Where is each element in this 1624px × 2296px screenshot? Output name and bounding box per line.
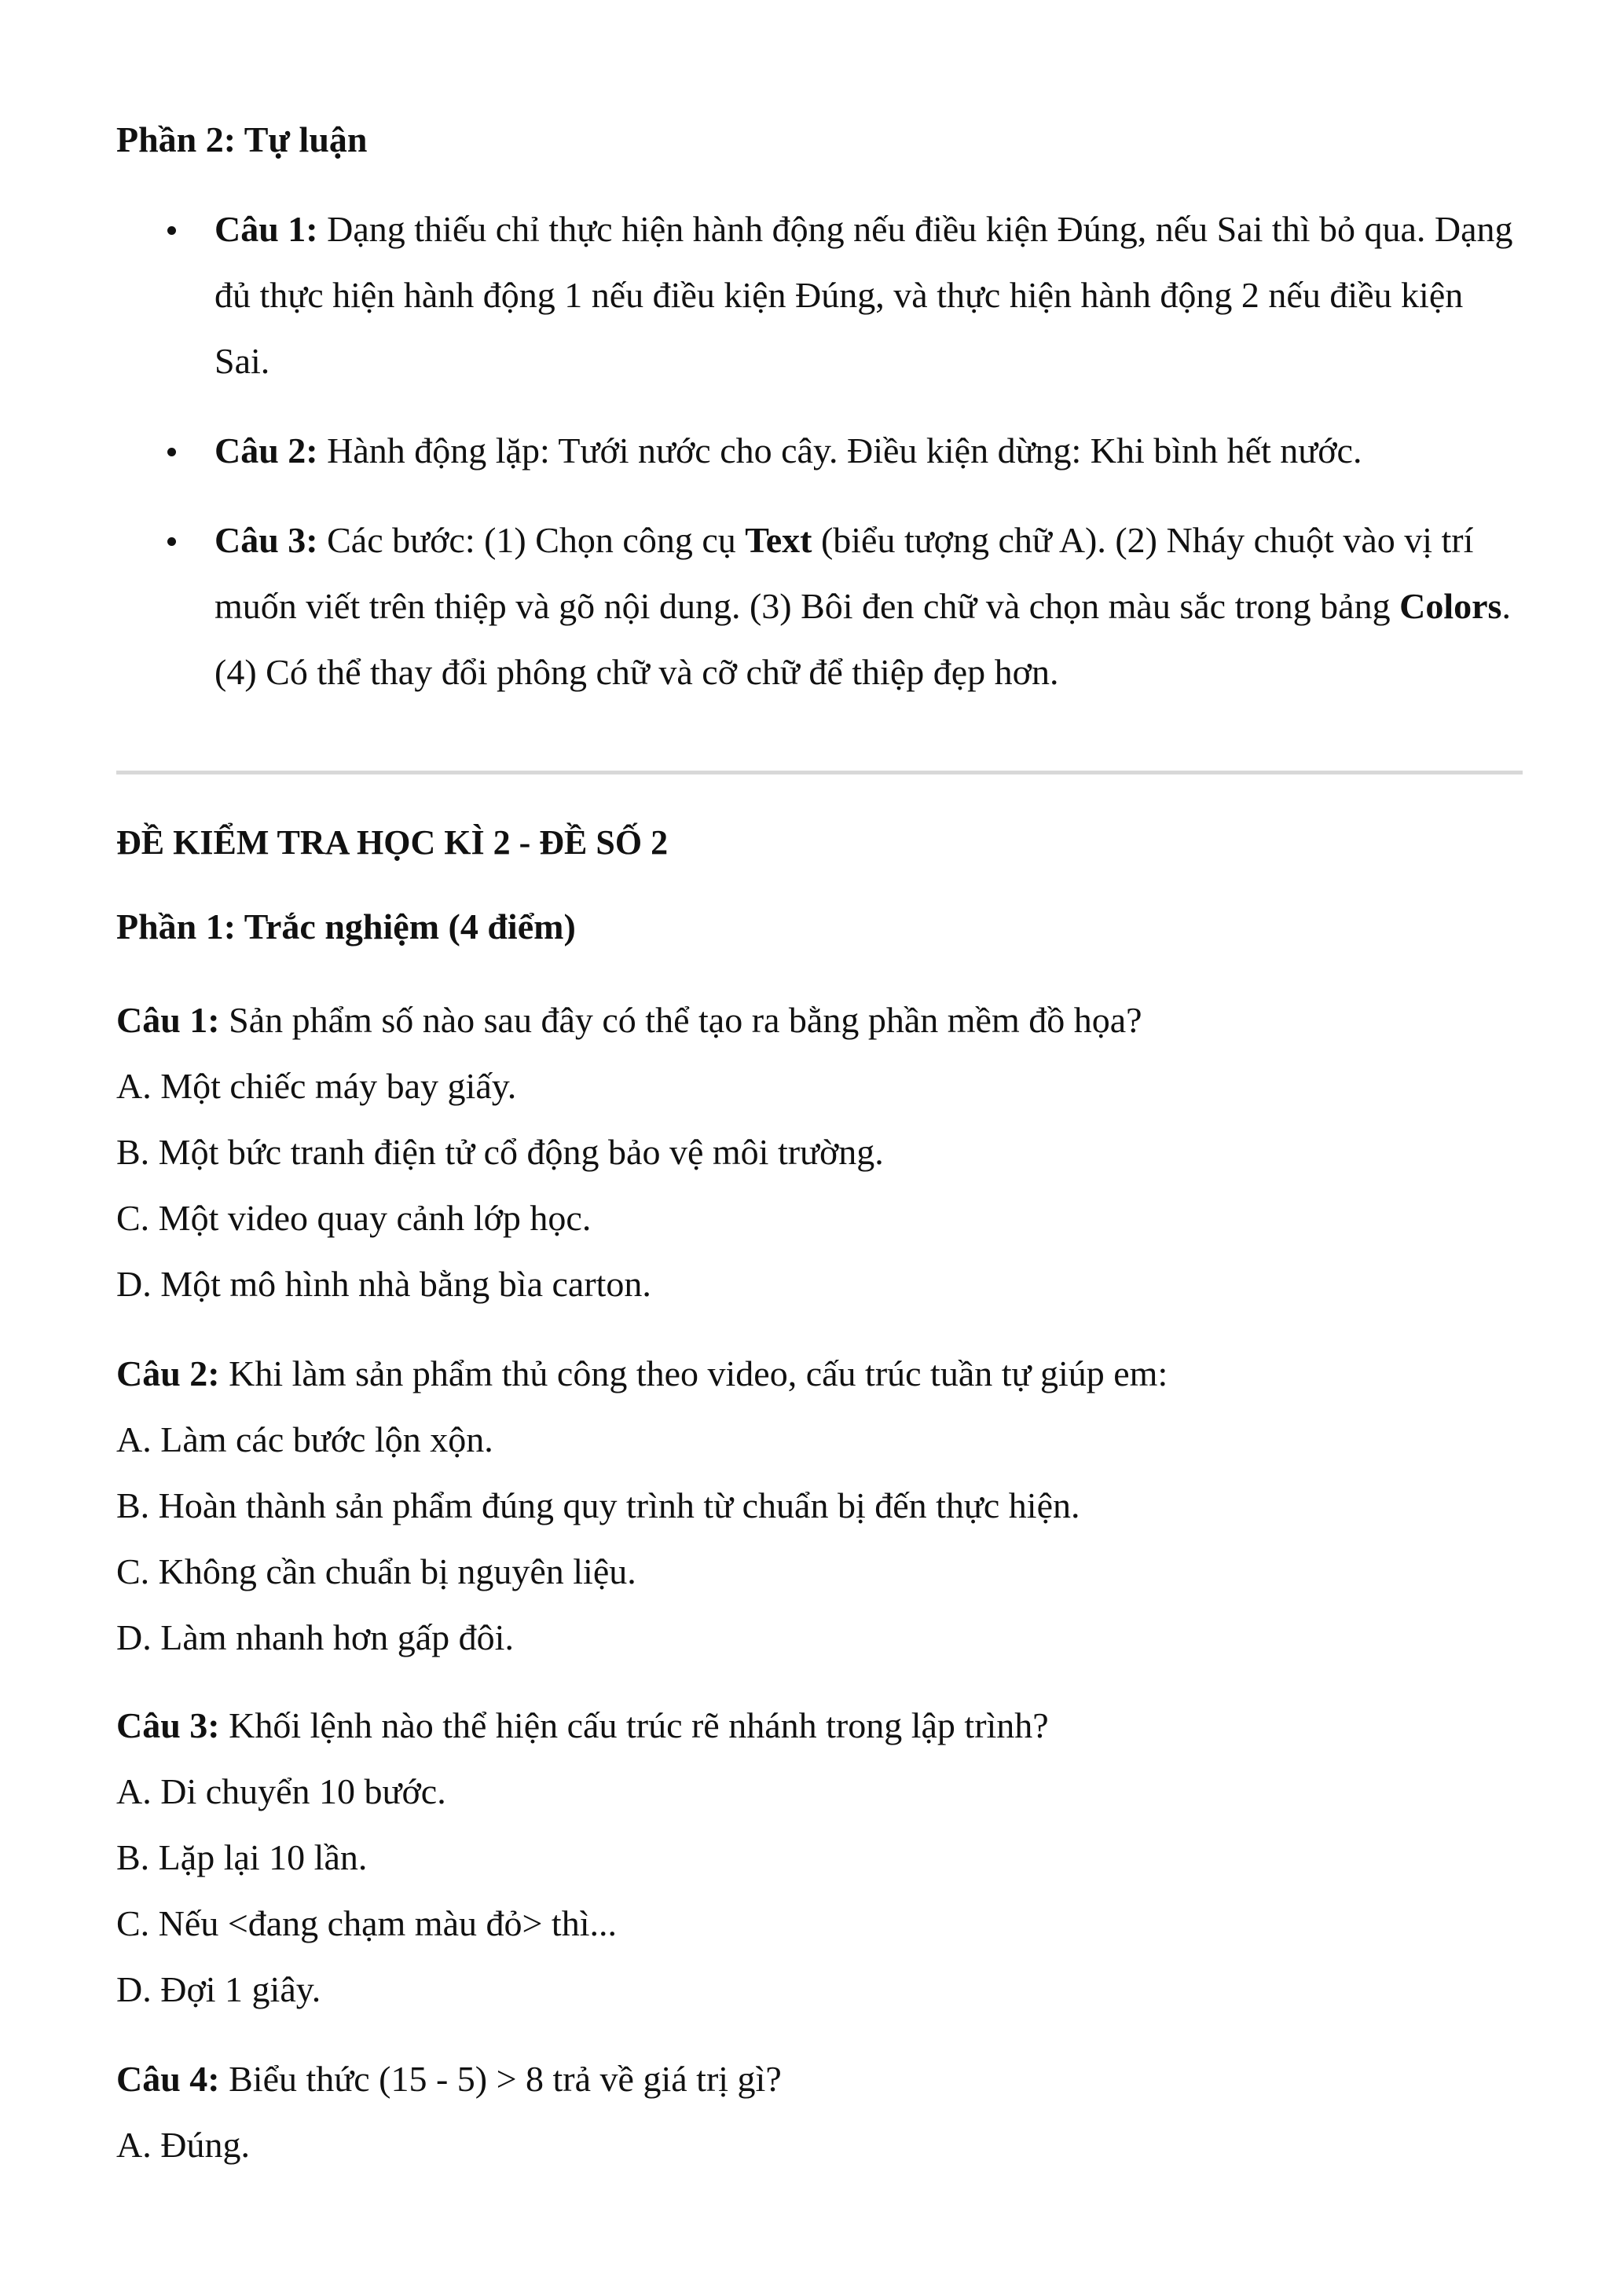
question-stem (116, 1341, 1523, 1407)
answer-option-c: C. Không cần chuẩn bị nguyên liệu. (116, 1551, 636, 1591)
section-divider (116, 771, 1523, 774)
answer-option-c: C. Một video quay cảnh lớp học. (116, 1198, 592, 1238)
question-text: Khối lệnh nào thể hiện cấu trúc rẽ nhánh trong lập trình? (219, 1705, 1049, 1745)
part1-heading: Phần 1: Trắc nghiệm (4 điểm) (116, 906, 576, 947)
essay-answer-text: (biểu tượng chữ A). (2) Nháy chuột vào vị trí muốn viết trên thiệp và gõ nội dung. (3) Bôi đen chữ và chọn màu sắc trong bảng (214, 520, 1474, 626)
bullet-icon (167, 226, 176, 235)
answer-option-a: A. Làm các bước lộn xộn. (116, 1419, 493, 1459)
essay-answer-text: Các bước: (1) Chọn công cụ (317, 520, 746, 560)
question-text: Khi làm sản phẩm thủ công theo video, cấu trúc tuần tự giúp em: (219, 1353, 1168, 1393)
question-label: Câu 3: (116, 1705, 220, 1745)
exam-title: ĐỀ KIỂM TRA HỌC KÌ 2 - ĐỀ SỐ 2 (116, 823, 669, 862)
essay-answer-label: Câu 2: (214, 430, 318, 471)
answer-option-a: A. Một chiếc máy bay giấy. (116, 1066, 517, 1106)
bullet-icon (167, 448, 176, 456)
answer-option-a: A. Đúng. (116, 2125, 250, 2165)
essay-answer-3 (116, 507, 1523, 705)
question-text: Biểu thức (15 - 5) > 8 trả về giá trị gì? (219, 2059, 782, 2099)
answer-option-b: B. Một bức tranh điện tử cổ động bảo vệ môi trường. (116, 1132, 884, 1172)
answer-option-d: D. Một mô hình nhà bằng bìa carton. (116, 1264, 651, 1304)
essay-answer-text: Dạng thiếu chỉ thực hiện hành động nếu điều kiện Đúng, nếu Sai thì bỏ qua. Dạng đủ thực hiện hành động 1 nếu điều kiện Đúng, và thực hiện hành động 2 nếu điều kiện Sai. (214, 209, 1513, 381)
answer-option-d: D. Làm nhanh hơn gấp đôi. (116, 1617, 514, 1657)
question-stem (116, 2046, 1523, 2112)
answer-option-b: B. Lặp lại 10 lần. (116, 1837, 368, 1877)
answer-option-d: D. Đợi 1 giây. (116, 1969, 321, 2009)
answer-option-a: A. Di chuyển 10 bước. (116, 1771, 446, 1811)
question-label: Câu 4: (116, 2059, 220, 2099)
essay-answer-label: Câu 1: (214, 209, 318, 249)
question-stem (116, 1693, 1523, 1759)
answer-option-b: B. Hoàn thành sản phẩm đúng quy trình từ chuẩn bị đến thực hiện. (116, 1485, 1080, 1525)
bullet-icon (167, 537, 176, 546)
answer-option-c: C. Nếu <đang chạm màu đỏ> thì... (116, 1903, 617, 1943)
question-1 (116, 987, 1523, 1317)
essay-answer-list (116, 196, 1523, 705)
essay-answer-text: Hành động lặp: Tưới nước cho cây. Điều kiện dừng: Khi bình hết nước. (317, 430, 1362, 471)
essay-answer-2 (116, 418, 1523, 484)
question-stem (116, 987, 1523, 1053)
part2-heading: Phần 2: Tự luận (116, 119, 368, 159)
question-label: Câu 1: (116, 1000, 220, 1040)
question-label: Câu 2: (116, 1353, 220, 1393)
essay-answer-text: . (4) Có thể thay đổi phông chữ và cỡ chữ để thiệp đẹp hơn. (214, 586, 1511, 692)
essay-answer-1 (116, 196, 1523, 394)
question-2 (116, 1341, 1523, 1671)
question-3 (116, 1693, 1523, 2023)
question-4 (116, 2046, 1523, 2178)
tool-name-text: Text (745, 520, 812, 560)
essay-answer-label: Câu 3: (214, 520, 318, 560)
question-text: Sản phẩm số nào sau đây có thể tạo ra bằng phần mềm đồ họa? (219, 1000, 1142, 1040)
panel-name-colors: Colors (1399, 586, 1502, 626)
